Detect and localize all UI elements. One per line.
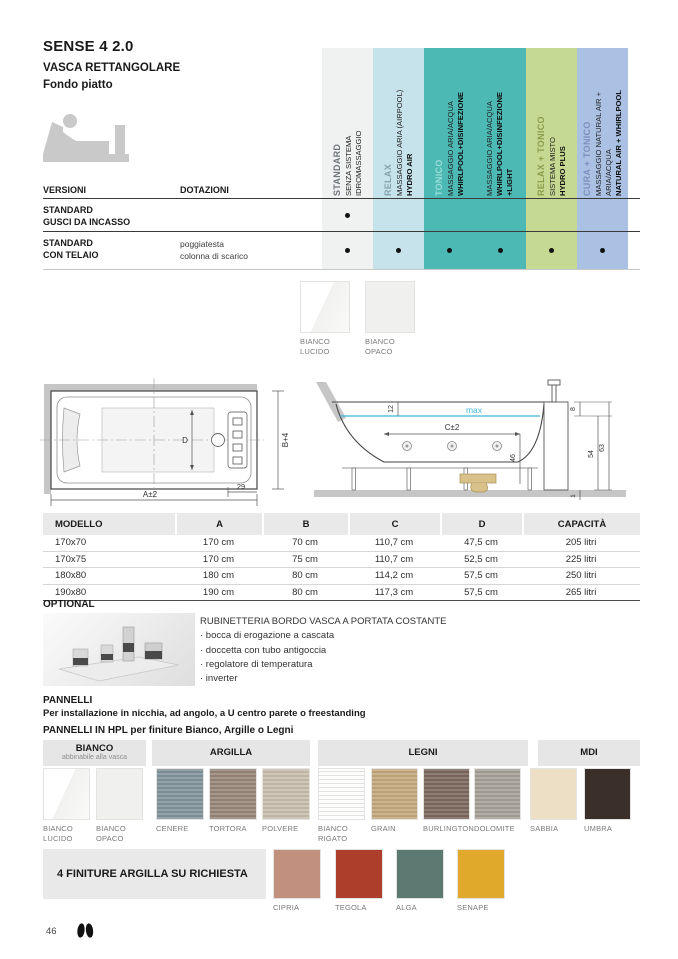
feature-dot <box>322 199 373 231</box>
dim-label-8: 8 <box>570 407 577 411</box>
panel-swatch-bianco-opaco <box>96 768 143 820</box>
feature-dot <box>475 199 526 231</box>
dotazioni-text <box>180 239 248 263</box>
dotazione-line: poggiatesta <box>180 239 224 249</box>
dim-label-d: D <box>182 436 188 445</box>
argilla-swatch-label: ALGA <box>396 903 417 912</box>
cell-a: 170 cm <box>202 537 235 549</box>
dim-label-b: B+4 <box>281 432 290 448</box>
cell-a: 190 cm <box>202 586 235 598</box>
optional-label: OPTIONAL <box>43 599 95 610</box>
page-title: SENSE 4 2.0 <box>43 38 134 55</box>
dim-label-46: 46 <box>510 454 517 462</box>
panel-swatch-cenere <box>156 768 204 820</box>
page-number: 46 <box>46 926 57 937</box>
cell-d: 52,5 cm <box>464 553 498 565</box>
argilla-swatch-label: SENAPE <box>457 903 489 912</box>
feature-dot <box>424 232 475 269</box>
column-title: CURA + TONICO <box>581 121 592 196</box>
column-subtitle: SENZA SISTEMA <box>343 135 353 196</box>
dim-label-1: 1 <box>570 494 577 498</box>
panel-swatch-label: BIANCO LUCIDO <box>43 824 73 843</box>
column-subtitle: MASSAGGIO ARIA (AIRPOOL) <box>394 89 404 196</box>
feature-dot <box>475 232 526 269</box>
col-header: D <box>440 513 522 535</box>
faucet-photo <box>43 613 195 686</box>
col-header: MODELLO <box>43 513 175 535</box>
argilla-swatch-alga <box>396 849 444 899</box>
col-header: B <box>262 513 348 535</box>
cell-modello: 190x80 <box>55 586 87 598</box>
finish-swatch-bianco-opaco <box>365 281 415 333</box>
group-name: ARGILLA <box>209 746 253 758</box>
feature-dot <box>424 199 475 231</box>
matrix-header-cura-tonico <box>577 48 628 196</box>
version-name-line: GUSCI DA INCASSO <box>43 217 131 228</box>
panel-swatch-label: UMBRA <box>584 824 613 833</box>
cell-capacita: 225 litri <box>565 553 597 565</box>
cell-c: 110,7 cm <box>374 537 414 549</box>
version-row-label <box>43 237 99 261</box>
pannelli-hpl-title: PANNELLI IN HPL per finiture Bianco, Argille o Legni <box>43 725 294 736</box>
feature-dot <box>373 232 424 269</box>
cell-a: 170 cm <box>202 553 235 565</box>
feature-dot <box>577 199 628 231</box>
version-row-label <box>43 204 130 228</box>
finish-swatch-bianco-lucido <box>300 281 350 333</box>
versioni-label: VERSIONI <box>43 185 87 195</box>
feature-dot <box>577 232 628 269</box>
panel-swatch-label: TORTORA <box>209 824 247 833</box>
group-header-legni <box>318 740 528 766</box>
feature-dots-row <box>322 232 628 269</box>
argilla-extra-banner <box>43 849 266 899</box>
panel-swatch-label: BIANCO OPACO <box>96 824 126 843</box>
dim-label-63: 63 <box>599 444 606 452</box>
column-product: WHIRLPOOL+DISINFEZIONE <box>495 92 505 196</box>
panel-swatch-label: POLVERE <box>262 824 299 833</box>
panel-swatch-label: CENERE <box>156 824 189 833</box>
optional-bullet: · inverter <box>200 673 238 684</box>
version-name-line: STANDARD <box>43 238 93 248</box>
column-product: +LIGHT <box>505 168 515 196</box>
pannelli-label: PANNELLI <box>43 695 93 706</box>
table-row <box>43 568 640 585</box>
column-title: RELAX + TONICO <box>535 116 546 196</box>
technical-drawing-top-view <box>40 378 300 508</box>
dimensions-table <box>43 513 640 601</box>
table-row <box>43 535 640 552</box>
cell-b: 70 cm <box>292 537 318 549</box>
faucet-image <box>43 613 195 686</box>
table-row <box>43 552 640 569</box>
column-title: TONICO <box>433 159 444 196</box>
matrix-header-relax-tonico <box>526 48 577 196</box>
panel-swatch-bianco-lucido <box>43 768 90 820</box>
dotazione-line: colonna di scarico <box>180 250 249 261</box>
dim-label-12: 12 <box>388 405 395 413</box>
panel-swatch-sabbia <box>530 768 577 820</box>
cell-b: 80 cm <box>292 570 318 582</box>
dim-label-c: C±2 <box>444 423 460 432</box>
argilla-swatch-senape <box>457 849 505 899</box>
argilla-swatch-cipria <box>273 849 321 899</box>
column-title: STANDARD <box>331 143 342 196</box>
cell-modello: 180x80 <box>55 570 87 582</box>
pannelli-subtitle: Per installazione in nicchia, ad angolo, a U centro parete o freestanding <box>43 708 366 719</box>
optional-bullet: · doccetta con tubo antigoccia <box>200 644 327 656</box>
column-subtitle: MASSAGGIO NATURAL AIR + <box>593 91 603 196</box>
panel-swatch-umbra <box>584 768 631 820</box>
group-header-mdi <box>538 740 640 766</box>
group-header-bianco <box>43 740 146 766</box>
product-subtitle: VASCA RETTANGOLARE <box>43 62 181 74</box>
technical-drawing-side-view <box>312 376 644 510</box>
panel-swatch-tortora <box>209 768 257 820</box>
cell-d: 57,5 cm <box>464 570 498 582</box>
panel-swatch-polvere <box>262 768 310 820</box>
cell-a: 180 cm <box>202 570 235 582</box>
panel-swatch-grain <box>371 768 418 820</box>
column-product: NATURAL AIR + WHIRLPOOL <box>613 90 623 196</box>
dim-label-29: 29 <box>236 482 246 491</box>
group-name: BIANCO <box>75 742 114 754</box>
panel-swatch-label: DOLOMITE <box>474 824 515 833</box>
cell-c: 110,7 cm <box>374 553 414 565</box>
optional-description <box>200 615 447 686</box>
column-title: RELAX <box>382 163 393 196</box>
cell-d: 57,5 cm <box>464 586 498 598</box>
feature-dot <box>526 199 577 231</box>
cell-capacita: 250 litri <box>565 570 597 582</box>
feature-dots-row <box>322 199 628 231</box>
col-header: CAPACITÀ <box>522 513 640 535</box>
col-header: A <box>175 513 262 535</box>
argilla-extra-title: 4 FINITURE ARGILLA SU RICHIESTA <box>57 868 248 880</box>
max-water-label: max <box>465 405 483 415</box>
divider <box>43 269 640 270</box>
cell-d: 47,5 cm <box>464 537 498 549</box>
cell-b: 75 cm <box>292 553 318 565</box>
optional-title: RUBINETTERIA BORDO VASCA A PORTATA COSTANTE <box>200 616 447 627</box>
group-name: LEGNI <box>408 746 438 758</box>
feature-dot <box>526 232 577 269</box>
version-name-line: STANDARD <box>43 205 93 215</box>
group-note: abbinabile alla vasca <box>62 754 127 762</box>
matrix-header-standard <box>322 48 373 196</box>
panel-swatch-bianco-rigato <box>318 768 365 820</box>
matrix-header-tonico-light <box>475 48 526 196</box>
cell-modello: 170x70 <box>55 537 87 549</box>
cell-b: 80 cm <box>292 586 318 598</box>
panel-swatch-dolomite <box>474 768 521 820</box>
cell-modello: 170x75 <box>55 553 87 565</box>
table-row <box>43 585 640 602</box>
cell-c: 114,2 cm <box>374 570 414 582</box>
cell-c: 117,3 cm <box>374 586 414 598</box>
cell-capacita: 265 litri <box>565 586 597 598</box>
column-subtitle: MASSAGGIO ARIA/ACQUA <box>445 101 455 196</box>
dim-label-a: A±2 <box>142 490 158 499</box>
col-header: C <box>348 513 440 535</box>
column-subtitle: MASSAGGIO ARIA/ACQUA <box>485 101 495 196</box>
version-name-line: CON TELAIO <box>43 250 99 261</box>
panel-swatch-label: SABBIA <box>530 824 559 833</box>
finish-swatch-label: BIANCO OPACO <box>365 337 395 356</box>
panel-swatch-burlington <box>423 768 470 820</box>
argilla-swatch-tegola <box>335 849 383 899</box>
group-header-argilla <box>152 740 310 766</box>
argilla-swatch-label: TEGOLA <box>335 903 367 912</box>
dotazioni-label: DOTAZIONI <box>180 185 229 195</box>
product-note: Fondo piatto <box>43 79 113 91</box>
column-product: HYDRO PLUS <box>557 146 567 196</box>
optional-bullet: · regolatore di temperatura <box>200 658 313 670</box>
matrix-header-relax <box>373 48 424 196</box>
matrix-header-tonico <box>424 48 475 196</box>
panel-swatch-label: GRAIN <box>371 824 396 833</box>
panel-swatch-label: BIANCO RIGATO <box>318 824 348 843</box>
column-product: HYDRO AIR <box>404 153 414 196</box>
column-subtitle: IDROMASSAGGIO <box>353 130 363 196</box>
optional-bullet: · bocca di erogazione a cascata <box>200 630 335 642</box>
feature-dot <box>373 199 424 231</box>
cell-capacita: 205 litri <box>565 537 597 549</box>
argilla-swatch-label: CIPRIA <box>273 903 300 912</box>
panel-swatch-label: BURLINGTON <box>423 824 475 833</box>
column-product: WHIRLPOOL+DISINFEZIONE <box>455 92 465 196</box>
column-subtitle: SISTEMA MISTO <box>547 137 557 196</box>
table-header-row <box>43 513 640 535</box>
column-subtitle: ARIA/ACQUA <box>603 149 613 196</box>
feature-dot <box>322 232 373 269</box>
two-petal-brand-logo-icon <box>74 922 96 939</box>
bathtub-pictogram-icon <box>43 108 140 166</box>
group-name: MDI <box>580 746 598 758</box>
dim-label-54: 54 <box>588 450 595 458</box>
finish-swatch-label: BIANCO LUCIDO <box>300 337 330 356</box>
